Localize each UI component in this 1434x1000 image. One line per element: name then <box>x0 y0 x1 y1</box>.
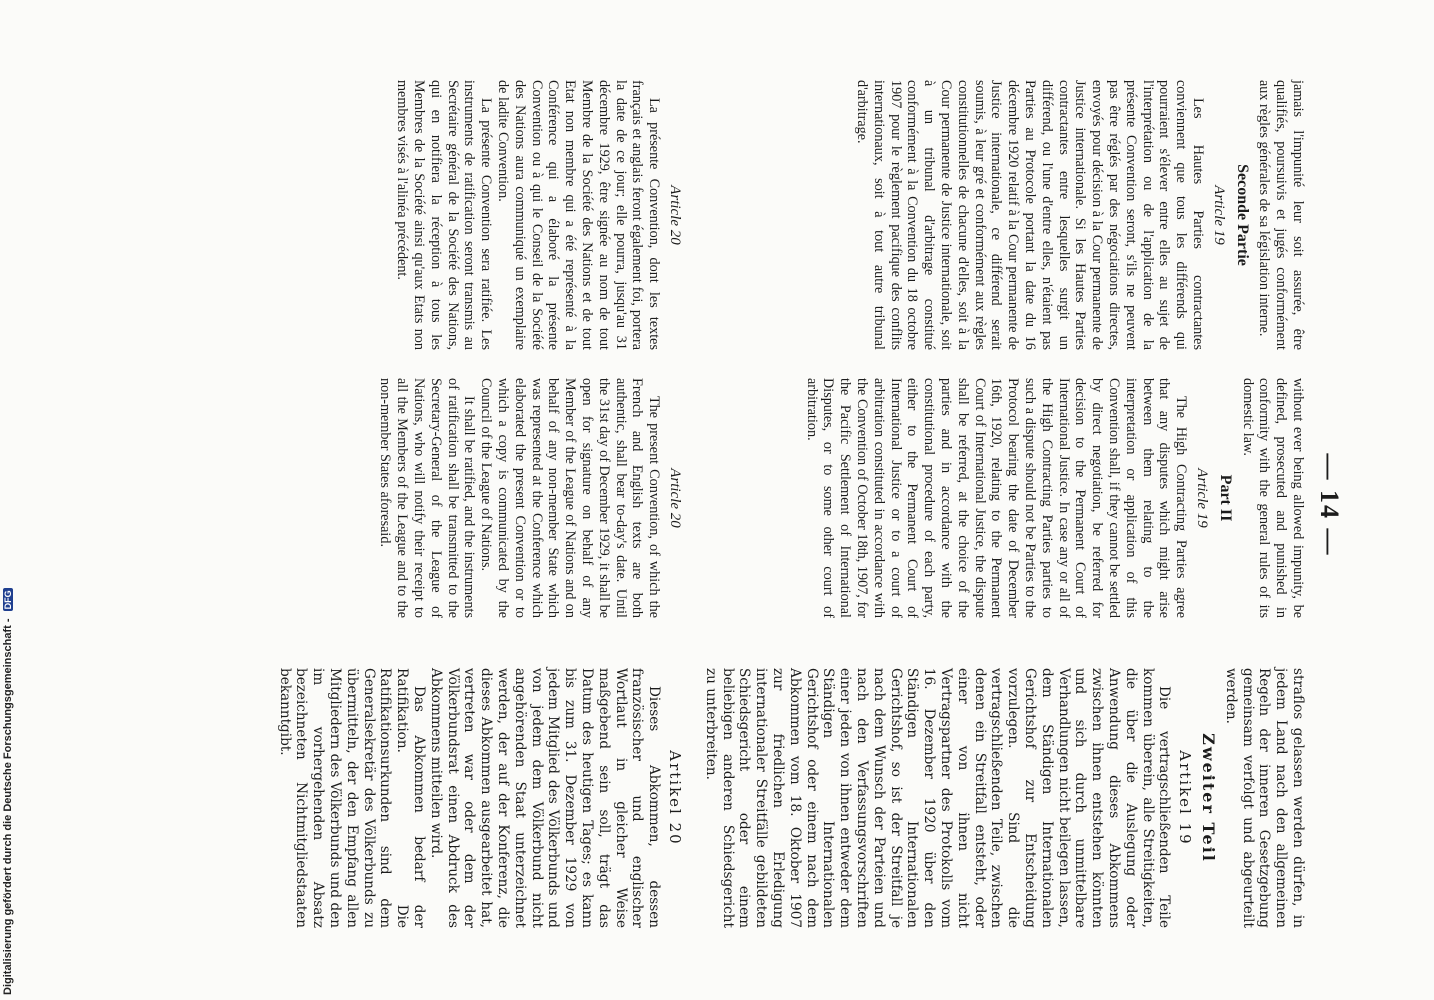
english-article19-text: The High Contracting Parties agree that any disputes which might arise between them relating to the interpretation or application of this Convention shall, if they cannot be settled by direct negotiation, be referred for decision to the Permanent Court of International Justice. In case any or all of the High Contracting Parties parties to such a dispute should not be Parties to the Protocol bearing the date of December 16th, 1920, relating to the Permanent Court of International Justice, the dispute shall be referred, at the choice of the parties and in accordance with the constitutional procedure of each party, either to the Permanent Court of International Justice or to a court of arbitration constituted in accordance with the Convention of October 18th, 1907, for the Pacific Settlement of International Disputes, or to some other court of arbitration. <box>803 378 1190 618</box>
french-continuation: jamais l'impunité leur soit assurée, être qualifiés, poursuivis et jugés conformément aux règles générales de sa législation interne. <box>1256 80 1306 350</box>
page-number: — 14 — <box>1315 453 1344 557</box>
footer-text: Digitalisierung gefördert durch die Deutsche Forschungsgemeinschaft - <box>2 618 14 995</box>
french-article19-heading: Article 19 <box>1210 185 1227 245</box>
english-article20-p2: It shall be ratified, and the instruments of ratification shall be transmitted to the Secretary-General of the League of Nations, who will notify their receipt to all the Members of the League and to the non-member States aforesaid. <box>377 378 478 618</box>
english-article20-p1: The present Convention, of which the French and English texts are both authentic, shall bear to-day's date. Until the 31st day of December 1929, it shall be open for signature on behalf of any Member of the League of Nations and on behalf of any non-member State which was represented at the Conference which elaborated the present Convention or to which a copy is communicated by the Council of the League of Nations. <box>478 378 663 618</box>
french-article20-p2: La présente Convention sera ratifiée. Les instruments de ratification seront transmis au Secrétaire général de la Société des Nations, qui en notifiera la réception à tous les Membres de la Société ainsi qu'aux Etats non membres visés à l'alinéa précédent. <box>394 80 495 350</box>
english-column-top <box>803 378 1306 618</box>
english-article19-heading: Article 19 <box>1194 468 1211 528</box>
french-article19-text: Les Hautes Parties contractantes conviennent que tous les différends qui pourraient s'élever entre elles au sujet de l'interprétation ou de l'application de la présente Convention seront, s'ils ne peuvent pas être réglés par des négociations directes, envoyés pour décision à la Cour permanente de Justice internationale. Si les Hautes Parties contractantes entre lesquelles surgit un différend, ou l'une d'entre elles, n'étaient pas Parties au Protocole portant la date du 16 décembre 1920 relatif à la Cour permanente de Justice internationale, ce différend serait soumis, à leur gré et conformément aux règles constitutionnelles de chacune d'elles, soit à la Cour permanente de Justice internationale, soit à un tribunal d'arbitrage constitué conformément à la Convention du 18 octobre 1907 pour le règlement pacifique des conflits internationaux, soit à tout autre tribunal d'arbitrage. <box>854 80 1207 350</box>
english-column-bottom <box>377 378 689 618</box>
german-article20-p1: Dieses Abkommen, dessen französischer und englischer Wortlaut in gleicher Weise maßgebend sein soll, trägt das Datum des heutigen Tages; es kann bis zum 31. Dezember 1929 von jedem Mitglied des Völkerbunds und von jedem dem Völkerbund nicht angehörenden Staat unterzeichnet werden, der auf der Konferenz, die dieses Abkommen ausgearbeitet hat, vertreten war oder dem der Völkerbundsrat einen Abdruck des Abkommens mitteilen wird. <box>427 668 663 928</box>
english-continuation: without ever being allowed impunity, be defined, prosecuted and punished in conformity with the general rules of its domestic law. <box>1239 378 1306 618</box>
german-column-bottom <box>276 668 689 928</box>
french-column-bottom <box>393 80 689 350</box>
german-article20-heading: Artikel 20 <box>666 750 684 846</box>
french-column-top <box>853 80 1306 350</box>
dfg-logo-icon: DFG <box>3 590 13 610</box>
french-article20-heading: Article 20 <box>667 185 683 245</box>
english-part-heading: Part II <box>1216 474 1234 522</box>
german-part-heading: Zweiter Teil <box>1199 733 1219 863</box>
english-article20-heading: Article 20 <box>667 468 683 528</box>
german-continuation: straflos gelassen werden dürfen, in jedem Land nach den allgemeinen Regeln der inneren Gesetzgebung gemeinsam verfolgt und abgeurteilt werden. <box>1222 668 1306 928</box>
german-article20-p2: Das Abkommen bedarf der Ratifikation. Die Ratifikationsurkunden sind dem Generalsekretär des Völkerbunds zu übermitteln, der den Empfang allen Mitgliedern des Völkerbunds und den im vorhergehenden Absatz bezeichneten Nichtmitgliedstaaten bekanntgibt. <box>276 668 428 928</box>
french-article20-p1: La présente Convention, dont les textes français et anglais feront également foi, portera la date de ce jour; elle pourra, jusqu'au 31 décembre 1929, être signée au nom de tout Membre de la Société des Nations et de tout Etat non membre qui a été représenté à la Conférence qui a élaboré la présente Convention ou à qui le Conseil de la Société des Nations aura communiqué un exemplaire de ladite Convention. <box>495 80 663 350</box>
german-article19-heading: Artikel 19 <box>1176 750 1195 846</box>
german-article19-text: Die vertragschließenden Teile kommen überein, alle Streitigkeiten, die über die Auslegung oder Anwendung dieses Abkommens zwischen ihnen entstehen könnten und sich durch unmittelbare Verhandlungen nicht beilegen lassen, dem Ständigen Internationalen Gerichtshof zur Entscheidung vorzulegen. Sind die vertragschließenden Teile, zwischen denen ein Streitfall entsteht, oder einer von ihnen nicht Vertragspartner des Protokolls vom 16. Dezember 1920 über den Ständigen Internationalen Gerichtshof, so ist der Streitfall je nach dem Wunsch der Parteien und nach den Verfassungsvorschriften einer jeden von ihnen entweder dem Ständigen Internationalen Gerichtshof oder einem nach dem Abkommen vom 18. Oktober 1907 zur friedlichen Erledigung internationaler Streitfälle gebildeten Schiedsgericht oder einem beliebigen anderen Schiedsgericht zu unterbreiten. <box>702 668 1173 928</box>
footer-text-container <box>2 588 14 995</box>
french-part-heading: Seconde Partie <box>1233 164 1251 266</box>
german-column-top <box>702 668 1306 928</box>
digitization-footer <box>2 590 18 995</box>
